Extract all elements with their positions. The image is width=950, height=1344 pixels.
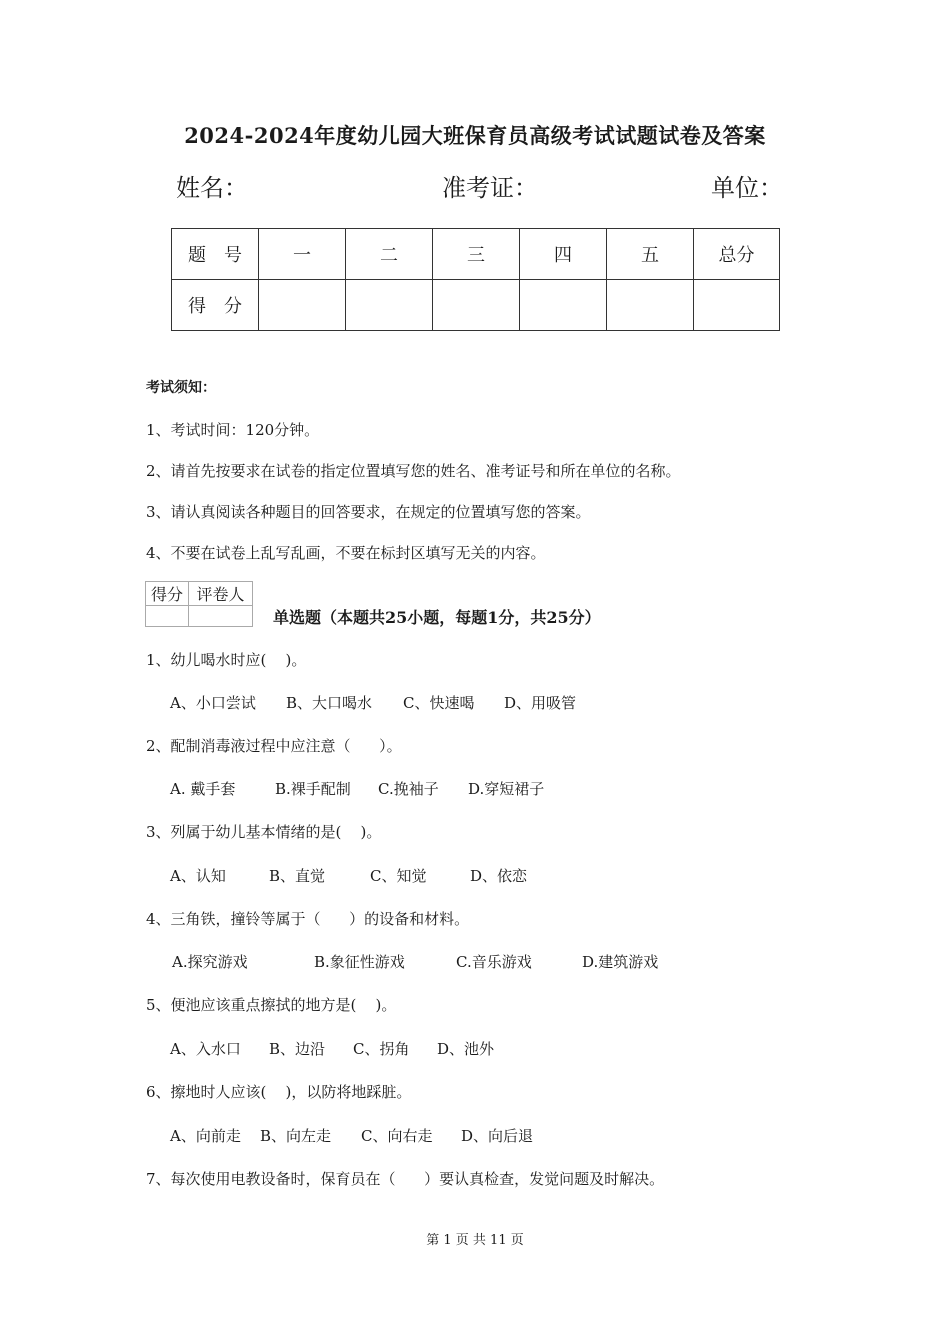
score-row-label: 得 分: [172, 280, 259, 331]
grader-reviewer-label: 评卷人: [189, 582, 253, 606]
option-d[interactable]: D.建筑游戏: [582, 953, 659, 971]
question-5: 5、便池应该重点擦拭的地方是( )。: [146, 996, 397, 1014]
score-cell[interactable]: [520, 280, 607, 331]
option-c[interactable]: C.挽袖子: [378, 780, 439, 798]
option-a[interactable]: A、认知: [170, 867, 226, 885]
exam-id-label: 准考证：: [442, 174, 538, 202]
question-6: 6、擦地时人应该( )，以防将地踩脏。: [146, 1083, 412, 1101]
score-table-score-row: [172, 280, 780, 331]
option-d[interactable]: D、依恋: [470, 867, 528, 885]
question-1: 1、幼儿喝水时应( )。: [146, 651, 307, 669]
option-a[interactable]: A.探究游戏: [172, 953, 248, 971]
option-b[interactable]: B、大口喝水: [286, 694, 373, 712]
option-a[interactable]: A、向前走: [170, 1127, 241, 1145]
notice-item: 4、不要在试卷上乱写乱画，不要在标封区填写无关的内容。: [146, 544, 546, 562]
score-header-cell: 四: [520, 229, 607, 280]
question-7: 7、每次使用电教设备时，保育员在（ ）要认真检查，发觉问题及时解决。: [146, 1170, 665, 1188]
notice-item: 1、考试时间：120分钟。: [146, 421, 320, 439]
unit-label: 单位：: [711, 174, 783, 202]
option-c[interactable]: C、知觉: [370, 867, 427, 885]
grader-reviewer-cell[interactable]: [189, 606, 253, 627]
score-cell[interactable]: [346, 280, 433, 331]
option-c[interactable]: C、拐角: [353, 1040, 410, 1058]
notice-item: 2、请首先按要求在试卷的指定位置填写您的姓名、准考证号和所在单位的名称。: [146, 462, 681, 480]
score-cell[interactable]: [607, 280, 694, 331]
score-header-cell: 二: [346, 229, 433, 280]
page-footer: 第 1 页 共 11 页: [426, 1233, 524, 1248]
section-heading: 单选题（本题共25小题，每题1分，共25分）: [273, 608, 601, 627]
option-d[interactable]: D、向后退: [461, 1127, 534, 1145]
option-a[interactable]: A. 戴手套: [170, 780, 236, 798]
score-cell[interactable]: [694, 280, 780, 331]
option-b[interactable]: B.裸手配制: [275, 780, 351, 798]
exam-title: 2024-2024年度幼儿园大班保育员高级考试试题试卷及答案: [184, 123, 766, 148]
question-3: 3、列属于幼儿基本情绪的是( )。: [146, 823, 382, 841]
option-d[interactable]: D、用吸管: [504, 694, 577, 712]
grader-box: [145, 581, 253, 627]
option-c[interactable]: C、向右走: [361, 1127, 433, 1145]
question-2: 2、配制消毒液过程中应注意（ ）。: [146, 737, 402, 755]
score-header-cell: 一: [259, 229, 346, 280]
option-c[interactable]: C.音乐游戏: [456, 953, 532, 971]
grader-score-cell[interactable]: [146, 606, 189, 627]
notice-title: 考试须知：: [146, 380, 216, 396]
score-header-cell: 题 号: [172, 229, 259, 280]
option-a[interactable]: A、入水口: [170, 1040, 241, 1058]
option-a[interactable]: A、小口尝试: [170, 694, 256, 712]
score-header-cell: 五: [607, 229, 694, 280]
score-cell[interactable]: [433, 280, 520, 331]
question-4: 4、三角铁，撞铃等属于（ ）的设备和材料。: [146, 910, 470, 928]
score-table: [171, 228, 780, 331]
option-c[interactable]: C、快速喝: [403, 694, 475, 712]
option-b[interactable]: B.象征性游戏: [314, 953, 405, 971]
option-b[interactable]: B、直觉: [269, 867, 326, 885]
score-cell[interactable]: [259, 280, 346, 331]
option-b[interactable]: B、边沿: [269, 1040, 326, 1058]
score-header-cell: 三: [433, 229, 520, 280]
grader-score-label: 得分: [146, 582, 189, 606]
option-d[interactable]: D.穿短裙子: [468, 780, 545, 798]
option-b[interactable]: B、向左走: [260, 1127, 332, 1145]
option-d[interactable]: D、池外: [437, 1040, 495, 1058]
name-label: 姓名：: [176, 174, 248, 202]
score-header-cell: 总分: [694, 229, 780, 280]
notice-item: 3、请认真阅读各种题目的回答要求，在规定的位置填写您的答案。: [146, 503, 591, 521]
score-table-header-row: [172, 229, 780, 280]
